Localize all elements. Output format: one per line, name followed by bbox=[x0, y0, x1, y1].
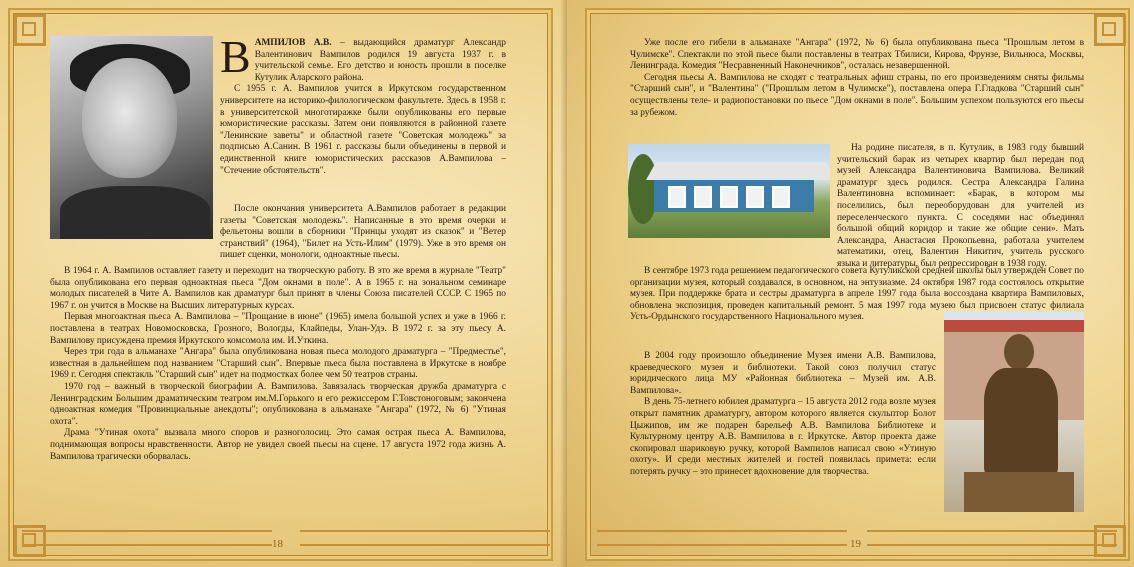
paragraph: Сегодня пьесы А. Вампилова не сходят с театральных афиш страны, по его произведениям сняты фильмы "Старший сын", и "Валентина" ("Прошлым летом в Чулимске"), поставлена опера Г.Гладкова "Старший сын" осуществлены теле- и радиопостановки по пьесе "Дом окнами в поле". Большим успехом пользуются его пьесы за рубежом. bbox=[630, 72, 1084, 118]
paragraph: С 1955 г. А. Вампилов учится в Иркутском государственном университете на историко-филологическом факультете. Здесь в 1958 г. в университетской многотиражке были опубликованы его первые юмористические рассказы. Затем они появляются в районной газете "Ленинские заветы" и областной газете "Советская молодежь" за подписью А.Санин. В 1961 г. рассказы были объединены в первой и единственной книге юмористических рассказов А.Вампилова – "Стечение обстоятельств". bbox=[220, 84, 506, 176]
bottom-ornament-line bbox=[867, 530, 1117, 546]
museum-text-block bbox=[837, 143, 1084, 271]
intro-text: – выдающийся драматург Александр Валентинович Вампилов родился 19 августа 1937 г. в учительской семье. Его детство и юность прошли в поселке Кутулик Аларского района. bbox=[254, 38, 506, 83]
portrait-photo bbox=[50, 36, 213, 239]
dropcap-letter: В bbox=[220, 31, 251, 82]
paragraph: В сентябре 1973 года решением педагогического совета Кутуликской средней школы был утвержден Совет по организации музея, который создавался, в основном, на энтузиазме. 24 октября 1987 года состоялось открытие музея. При поддержке брата и сестры драматурга в апреле 1997 года была воссоздана квартира Вампиловых, обновлена экспозиция, проведен капитальный ремонт. 5 мая 1997 года музею был присвоен статус филиала Усть-Ордынского государственного Национального музея. bbox=[630, 266, 1084, 323]
bottom-ornament-line bbox=[22, 530, 272, 546]
paragraph: На родине писателя, в п. Кутулик, в 1983 году бывший учительский барак из четырех квартир был передан под музей Александра Валентиновича Вампилова. Великий драматург здесь родился. Сестра Александра Галина Валентиновна вспоминает: «Барак, в котором мы поселились, был переоборудован для учителей из переселенческого пункта. С соседями нас объединял большой общий коридор и такие же общие сени». Мать Александра, Анастасия Прокопьевна, работала учителем математики, отец, Валентин Никитич, учитель русского языка и литературы, был репрессирован в 1938 году. bbox=[837, 143, 1084, 269]
museum-house-photo bbox=[628, 144, 830, 238]
paragraph: После окончания университета А.Вампилов работает в редакции газеты "Советская молодежь". Написанные в это время очерки и фельетоны вошли в сборники "Принцы уходят из сказок" и "Ветер странствий" (1964), "Билет на Усть-Илим" (1979). Уже в это время он пишет сценки, монологи, одноактные пьесы. bbox=[220, 204, 506, 261]
bottom-ornament-line bbox=[300, 530, 550, 546]
paragraph-beside-photo bbox=[220, 204, 506, 262]
paragraph: Через три года в альманахе "Ангара" была опубликована новая пьеса молодого драматурга – "Предместье", известная в дальнейшем под названием "Старший сын". Впервые пьеса была поставлена в Иркутске в ноябре 1969 г. Сегодня спектакль "Старший сын" идет на подмостках более чем 50 театров страны. bbox=[50, 347, 506, 381]
paragraph: Уже после его гибели в альманахе "Ангара" (1972, № 6) была опубликована пьеса "Прошлым летом в Чулимске". Спектакли по этой пьесе были поставлены в театрах Тбилиси, Кирова, Фрунзе, Вильнюса, Москвы, Ленинграда. Комедия "Несравненный Наконечников", осталась незавершенной. bbox=[630, 38, 1084, 72]
corner-ornament-icon bbox=[14, 14, 46, 46]
paragraph: Первая многоактная пьеса А. Вампилова – "Прощание в июне" (1965) имела большой успех и уже в 1966 г. поставлена в театрах Новомосковска, Грозного, Вологды, Клайпеды, Улан-Удэ. В 1972 г. за эту пьесу А. Вампилову присуждена премия Иркутского комсомола им. И.Уткина. bbox=[50, 312, 506, 346]
paragraph: Драма "Утиная охота" вызвала много споров и разноголосиц. Это самая острая пьеса А. Вампилова, поднимающая вопросы нравственности. Автор не увидел своей пьесы на сцене. 17 августа 1972 года жизнь А. Вампилова трагически оборвалась. bbox=[50, 428, 506, 462]
paragraph: 1970 год – важный в творческой биографии А. Вампилова. Завязалась творческая дружба драматурга с Ленинградским Большим драматическим театром им.М.Горького и его режиссером Г.Товстоноговым; закончена одноактная комедия "Провинциальные анекдоты"; опубликована в альманахе "Ангара" (1972, № 6) "Утиная охота". bbox=[50, 381, 506, 427]
statue-text-block bbox=[630, 351, 936, 479]
intro-text-block bbox=[220, 31, 506, 177]
paragraph: В 2004 году произошло объединение Музея имени А.В. Вампилова, краеведческого музея и библиотеки. Такой союз получил статус юридического лица МУ «Районная библиотека – Музей им. А.В. Вампилова». bbox=[630, 351, 936, 396]
right-top-text-block bbox=[630, 38, 1084, 119]
paragraph: В 1964 г. А. Вампилов оставляет газету и переходит на творческую работу. В это же время в журнале "Театр" была опубликована его первая одноактная пьеса "Дом окнами в поле". А в 1965 г. на зональном семинаре молодых писателей в Чите А. Вампилов как драматург был принят в члены Союза писателей СССР. С 1965 по 1967 г. он учится в Москве на Высших литературных курсах. bbox=[50, 266, 506, 311]
bottom-ornament-line bbox=[597, 530, 847, 546]
author-title: АМПИЛОВ А.В. bbox=[254, 38, 332, 48]
corner-ornament-icon bbox=[1094, 14, 1126, 46]
statue-photo bbox=[944, 312, 1084, 512]
page-number: 19 bbox=[850, 538, 861, 550]
main-text-block bbox=[50, 266, 506, 463]
page-number: 18 bbox=[272, 538, 283, 550]
paragraph: В день 75-летнего юбилея драматурга – 15 августа 2012 года возле музея открыт памятник драматургу, автором которого является скульптор Болот Цыжипов, им же подарен барельеф А.В. Вампилова Библиотеке и Культурному центру А.В. Вампилова в г. Иркутске. Автор проекта даже скопировал шариковую ручку, которой Вампилов написал свою «Утиную охоту». И среди местных жителей и гостей появилась примета: если потерять ручку – это принесет вдохновение для творчества. bbox=[630, 397, 936, 477]
